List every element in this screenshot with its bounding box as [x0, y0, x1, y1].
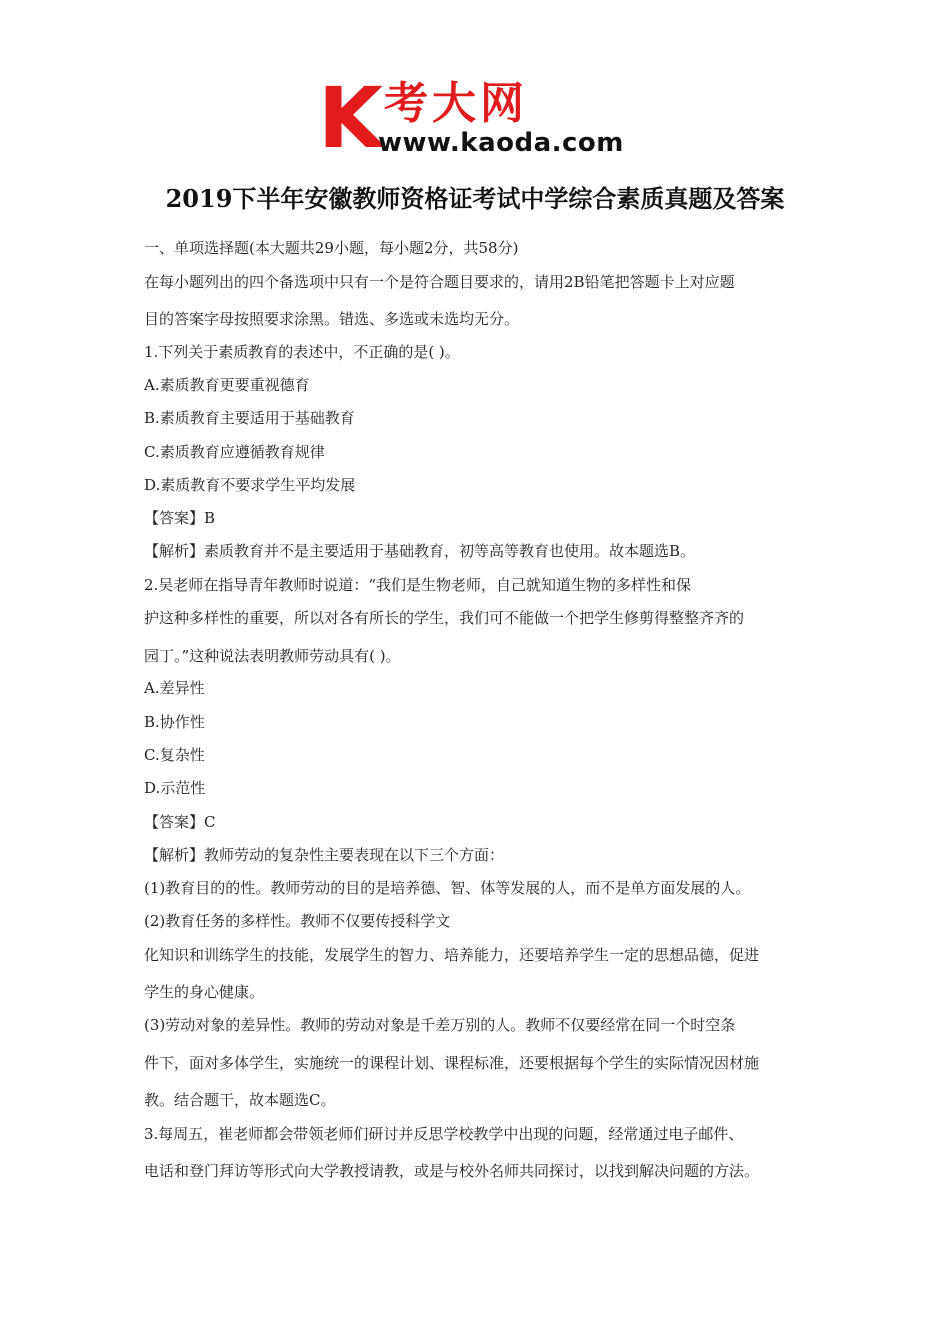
logo-chinese-name: 考大网: [384, 78, 528, 129]
question-2: 2.吴老师在指导青年教师时说道：“我们是生物老师，自己就知道生物的多样性和保: [144, 576, 691, 594]
instruction-line: 目的答案字母按照要求涂黑。错选、多选或未选均无分。: [144, 310, 520, 328]
analysis-1: 【解析】素质教育并不是主要适用于基础教育，初等高等教育也使用。故本题选B。: [144, 542, 696, 560]
analysis-2-line: 教。结合题干，故本题选C。: [144, 1091, 336, 1109]
analysis-2-line: 件下，面对多体学生，实施统一的课程计划、课程标准，还要根据每个学生的实际情况因材施: [144, 1054, 760, 1072]
option-b: B.素质教育主要适用于基础教育: [144, 409, 355, 427]
option-c: C.复杂性: [144, 746, 205, 764]
analysis-2-line: 化知识和训练学生的技能，发展学生的智力、培养能力，还要培养学生一定的思想品德，促进: [144, 946, 760, 964]
option-d: D.素质教育不要求学生平均发展: [144, 476, 356, 494]
question-1: 1.下列关于素质教育的表述中，不正确的是( )。: [144, 343, 460, 361]
answer-2: 【答案】C: [144, 813, 216, 831]
kaoda-logo: [318, 69, 638, 167]
option-a: A.素质教育更要重视德育: [144, 376, 310, 394]
option-c: C.素质教育应遵循教育规律: [144, 443, 325, 461]
analysis-2: 【解析】教师劳动的复杂性主要表现在以下三个方面：: [144, 846, 505, 864]
question-2-line: 护这种多样性的重要，所以对各有所长的学生，我们可不能做一个把学生修剪得整整齐齐的: [144, 609, 745, 627]
document-title: 2019下半年安徽教师资格证考试中学综合素质真题及答案: [165, 184, 785, 213]
analysis-2-point-2: (2)教育任务的多样性。教师不仅要传授科学文: [144, 912, 451, 930]
answer-1: 【答案】B: [144, 509, 216, 527]
option-b: B.协作性: [144, 713, 205, 731]
logo-k-mark: K: [318, 69, 382, 167]
question-3: 3.每周五，崔老师都会带领老师们研讨并反思学校教学中出现的问题，经常通过电子邮件、: [144, 1125, 744, 1143]
section-heading: 一、单项选择题(本大题共29小题，每小题2分，共58分): [144, 239, 519, 257]
analysis-2-line: 学生的身心健康。: [144, 983, 265, 1001]
analysis-2-point-1: (1)教育目的的性。教师劳动的目的是培养德、智、体等发展的人，而不是单方面发展的人。: [144, 879, 751, 897]
logo-url: www.kaoda.com: [378, 128, 624, 158]
instruction-line: 在每小题列出的四个备选项中只有一个是符合题目要求的，请用2B铅笔把答题卡上对应题: [144, 273, 735, 291]
option-d: D.示范性: [144, 779, 206, 797]
question-2-line: 园丁。”这种说法表明教师劳动具有( )。: [144, 647, 401, 665]
question-3-line: 电话和登门拜访等形式向大学教授请教，或是与校外名师共同探讨，以找到解决问题的方法。: [144, 1162, 760, 1180]
analysis-2-point-3: (3)劳动对象的差异性。教师的劳动对象是千差万别的人。教师不仅要经常在同一个时空条: [144, 1016, 736, 1034]
option-a: A.差异性: [144, 679, 205, 697]
